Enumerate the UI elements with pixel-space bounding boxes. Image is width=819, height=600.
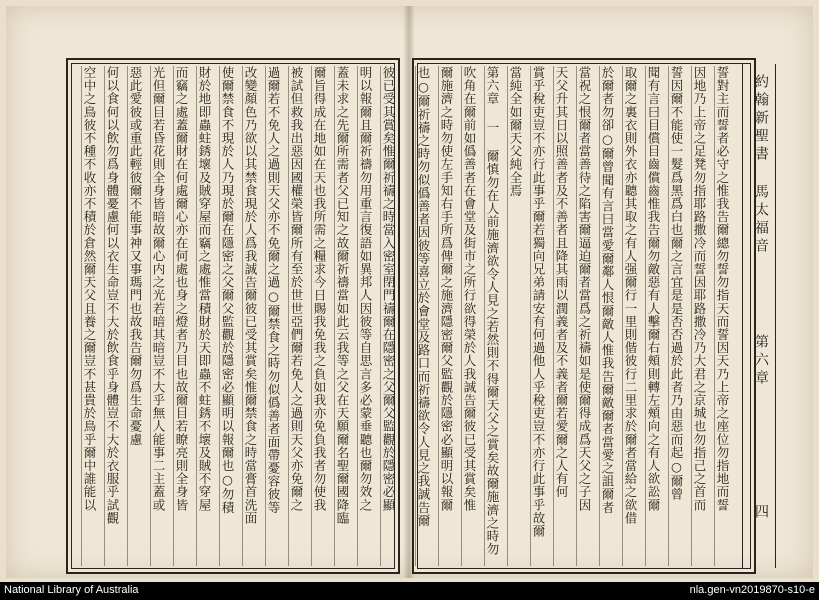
running-header [742,64,776,568]
footer-bar [0,582,819,600]
image-identifier: nla.gen-vn2019870-s10-e [689,584,815,596]
text-column: 也○爾祈禱之時勿似僞善者因彼等喜立於會堂及路口而祈禱欲令人見之我誠告爾 [415,66,431,566]
text-column: 明以報爾且爾祈禱勿用重言復語如異邦人因彼等自思言多必蒙垂聽也爾勿效之 [357,66,373,566]
text-column: 因地乃上帝之足凳勿指耶路撒冷而誓因耶路撒冷乃大君之京城也勿指己之首而 [691,66,707,566]
text-column: 賞乎稅吏豈不亦行此事乎爾若獨向兄弟請安有何過他人乎稅吏豈不亦行此事乎故爾 [530,66,546,566]
text-column: 光但爾目若昏花則全身皆暗故爾心内之光若暗其暗豈不大乎無人能事二主蓋或 [150,66,166,566]
text-column: 而竊之處蓋爾財在何處爾心亦在何處也身之燈者乃目也故爾目若瞭亮則全身皆 [173,66,189,566]
text-column: 蓋未求之先爾所需者父已知之故爾祈禱當如此云我等之父在天願爾名聖爾國降臨 [334,66,350,566]
right-page-text-block [412,58,769,574]
text-column: 改變顏色乃欲以其禁食現於人爲我誠告爾彼已受其賞矣惟爾禁食之時當膏首洗面 [242,66,258,566]
gospel-title: 馬太福音 [753,184,769,256]
text-column: 財於地即蟲蛀銹壞及賊穿屋而竊之處惟當積財於天即蟲不蛀銹不壞及賊不穿屋 [196,66,212,566]
left-page-text-block [66,58,400,574]
library-credit: National Library of Australia [4,584,139,596]
book-title: 約翰新聖書 [753,74,769,164]
text-column: 空中之鳥彼不種不收亦不積於倉然爾天父且養之爾豈不甚貴於鳥乎爾中誰能以 [81,66,97,566]
text-column: 當純全如爾天父純全焉 [507,66,523,566]
text-column: 誓因爾不能使一髮爲黑爲白也爾之言宜是是否否過於此者乃由惡而起○爾曾 [668,66,684,566]
text-column: 誓對主而誓者必守之惟我告爾總勿誓勿指天而誓因天乃上帝之座位勿指地而誓 [714,66,730,566]
text-column: 聞有言曰目償目齒償齒惟我告爾勿敵惡有人擊爾右頰則轉左頰向之有人欲訟爾 [645,66,661,566]
text-column: 過爾若不免人之過則天父亦不免爾之過○爾禁食之時勿似僞善者面帶憂容彼等 [265,66,281,566]
folio-number: 四 [753,504,769,522]
text-column: 當祝之恨爾者當善待之陷害爾逼迫爾者當爲之祈禱如是使爾得成爲天父之子因 [576,66,592,566]
text-column: 爾旨得成在地如在天也我所需之糧求今日賜我免我之負如我亦免負我者勿使我 [311,66,327,566]
text-column: 被試但救我出惡因國權榮皆爾所有至於世世亞們爾若免人之過則天父亦免爾之 [288,66,304,566]
text-column: 惡此愛彼或重此輕彼爾不能事神又事瑪門也故我告爾勿爲生命憂慮 [127,66,143,566]
chapter-label: 第六章 [753,334,769,388]
text-column: 於爾者勿卻○爾曾聞有言曰當愛爾鄰人恨爾敵人惟我告爾敵爾者當愛之詛爾者 [599,66,615,566]
text-column: 彼已受其賞矣惟爾祈禱之時當入密室閉門禱爾在隱密之父爾父監觀於隱密必顯 [380,66,396,566]
text-column: 爾施濟之時勿使左手知右手所爲俾爾之施濟隱密爾父監觀於隱密必顯明以報爾 [438,66,454,566]
text-column: 天父升其日以照善者及不善者且降其雨以潤義者及不義者爾若愛爾之人有何 [553,66,569,566]
text-column: 吹角在爾前如僞善者在會堂及街市之所行欲得榮於人我誠告爾彼已受其賞矣惟 [461,66,477,566]
text-column: 使爾禁食不現於人乃現於爾在隱密之父爾父監觀於隱密必顯明以報爾也○勿積 [219,66,235,566]
text-column: 何以食何以飲勿爲身體憂慮何以衣生命豈不大於飲食乎身體豈不大於衣服乎試觀 [104,66,120,566]
text-column: 取爾之裏衣則外衣亦聽其取之有人强爾行一里則偕彼行二里求於爾者當給之欲借 [622,66,638,566]
text-column: 第六章 一 爾慎勿在人前施濟欲令人見之若然則不得爾天父之賞矣故爾施濟之時勿 [484,66,500,566]
